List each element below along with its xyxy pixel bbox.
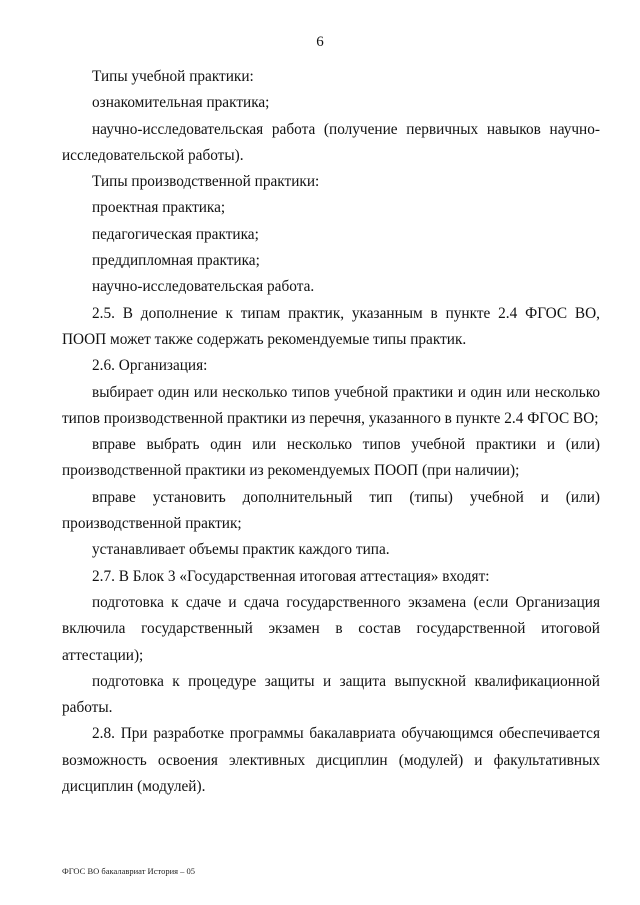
paragraph-research-work-practice: научно-исследовательская работа (получение первичных навыков научно-исследовательской работы). xyxy=(62,120,600,164)
page-number: 6 xyxy=(316,34,324,50)
page-footer: ФГОС ВО бакалавриат История – 05 xyxy=(62,866,196,876)
paragraph-sets-practice-volumes: устанавливает объемы практик каждого типа. xyxy=(92,541,390,559)
paragraph-thesis-defense: подготовка к процедуре защиты и защита выпускной квалификационной работы. xyxy=(62,672,600,717)
paragraph-chooses-practice-types: выбирает один или несколько типов учебной практики и один или несколько типов производственной практики из перечня, указанного в пункте 2.4 ФГОС ВО; xyxy=(62,383,600,427)
paragraph-state-exam: подготовка к сдаче и сдача государственного экзамена (если Организация включила государственный экзамен в состав государственной итоговой аттестации); xyxy=(62,593,600,664)
document-body xyxy=(62,64,600,800)
paragraph-pedagogical-practice: педагогическая практика; xyxy=(92,225,259,243)
paragraph-section-2-5: 2.5. В дополнение к типам практик, указанным в пункте 2.4 ФГОС ВО, ПООП может также содержать рекомендуемые типы практик. xyxy=(62,304,600,348)
paragraph-section-2-8: 2.8. При разработке программы бакалавриата обучающимся обеспечивается возможность освоения элективных дисциплин (модулей) и факультативных дисциплин (модулей). xyxy=(62,725,600,796)
paragraph-may-choose-recommended: вправе выбрать один или несколько типов учебной практики и (или) производственной практики из рекомендуемых ПООП (при наличии); xyxy=(62,436,600,480)
paragraph-section-2-7: 2.7. В Блок 3 «Государственная итоговая аттестация» входят: xyxy=(92,567,490,585)
paragraph-may-establish-additional: вправе установить дополнительный тип (типы) учебной и (или) производственной практик; xyxy=(62,488,600,533)
paragraph-project-practice: проектная практика; xyxy=(92,199,226,217)
paragraph-introductory-practice: ознакомительная практика; xyxy=(92,94,270,112)
paragraph-educational-practice-types: Типы учебной практики: xyxy=(92,68,254,85)
paragraph-research-work: научно-исследовательская работа. xyxy=(92,278,315,296)
paragraph-section-2-6: 2.6. Организация: xyxy=(92,357,208,375)
paragraph-production-practice-types: Типы производственной практики: xyxy=(92,173,320,191)
paragraph-prediploma-practice: преддипломная практика; xyxy=(92,252,260,270)
